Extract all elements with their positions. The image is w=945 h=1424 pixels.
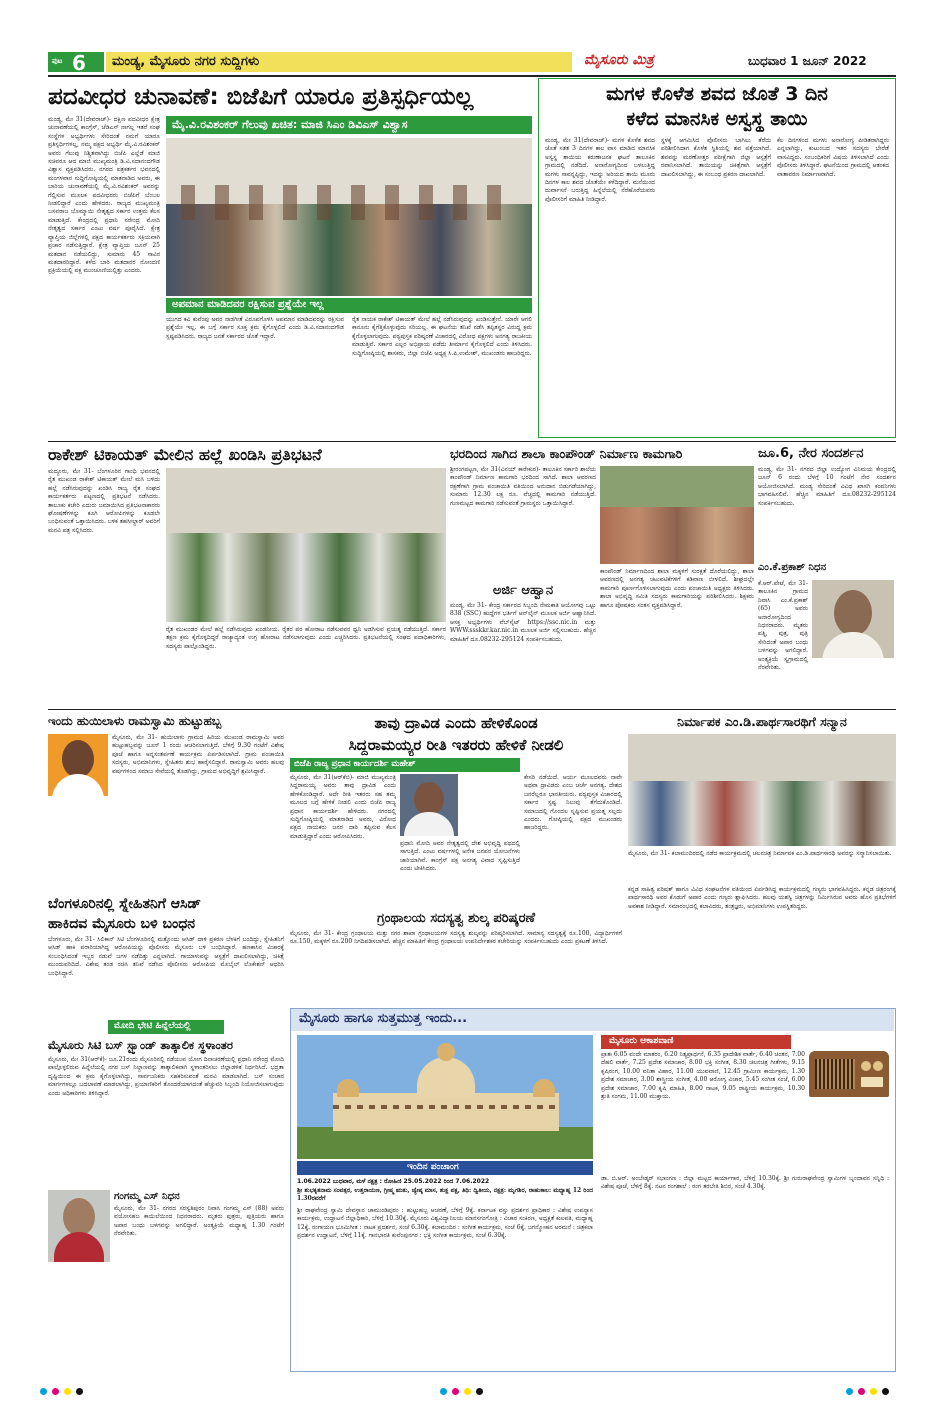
section-title: ಮಂಡ್ಯ, ಮೈಸೂರು ನಗರ ಸುದ್ದಿಗಳು <box>112 54 260 69</box>
obituary-body: ಮೈಸೂರು, ಮೇ 31- ನಗರದ ಸರಸ್ವತಿಪುರಂ ನಿವಾಸಿ ಗಂಗಮ್ಮ ಎಸ್ (88) ಅವರು ವಯೋಸಹಜ ಕಾಯಿಲೆಯಿಂದ ನಿಧನರಾದರು. ಮೃತರು ಪುತ್ರರು, ಪುತ್ರಿಯರು ಹಾಗೂ ಅಪಾರ ಬಂಧು ಬಳಗವನ್ನು ಅಗಲಿದ್ದಾರೆ. ಅಂತ್ಯಕ್ರಿಯೆ ಮಧ್ಯಾಹ್ನ 1.30 ಗಂಟೆಗೆ ನೆರವೇರಿತು. <box>114 1205 284 1238</box>
story-body-col1: ಮಂಡ್ಯ, ಮೇ 31(ದೇವರಾಜ್)- ದಕ್ಷಿಣ ಪದವೀಧರ ಕ್ಷೇತ್ರ ಚುನಾವಣೆಯಲ್ಲಿ ಕಾಂಗ್ರೆಸ್, ಜೆಡಿಎಸ್ ನಾಗಲ್ಲ ಇತರೆ ಸಂಘ ಸಂಸ್ಥೆಗಳ ಅಭ್ಯರ್ಥಿಗಳು ಸೇರಿದಂತೆ ನಮಗೆ ಯಾರೂ ಪ್ರತಿಸ್ಪರ್ಧಿಗಳಲ್ಲ, ನಮ್ಮ ಪಕ್ಷದ ಅಭ್ಯರ್ಥಿ ಮೈ.ವಿ.ರವಿಶಂಕರ್ ಅವರು ಗೆಲುವು ನಿಶ್ಚಿತವಾಗಿದ್ದು ಬಿಜೆಪಿ ಎಲ್ಲೆಡೆ ಮಾಜಿ ಸಚಿವರೂ ಆದ ಮಾಜಿ ಮುಖ್ಯಮಂತ್ರಿ ಡಿ.ವಿ.ಸದಾನಂದಗೌಡ ವಿಶ್ವಾಸ ವ್ಯಕ್ತಪಡಿಸಿದರು. ನಗರದ ಪತ್ರಕರ್ತರ ಭವನದಲ್ಲಿ ಮಂಗಳವಾರ ಸುದ್ದಿಗೋಷ್ಠಿಯಲ್ಲಿ ಮಾತನಾಡಿದ ಅವರು, ಈ ಬಾರಿಯ ಚುನಾವಣೆಯಲ್ಲಿ ಮೈ.ವಿ.ರವಿಶಂಕರ್ ಅವರನ್ನು ಗೆಲ್ಲಿಸುವ ಮೂಲಕ ಪದವೀಧರರು ಬಿಜೆಪಿಗೆ ಬೆಂಬಲ ನೀಡಲಿದ್ದಾರೆ ಎಂದು ಹೇಳಿದರು. ರಾಜ್ಯದ ಮುಖ್ಯಮಂತ್ರಿ ಬಸವರಾಜ ಬೊಮ್ಮಾಯಿ ನೇತೃತ್ವದ ಸರ್ಕಾರ ಉತ್ತಮ ಕೆಲಸ ಮಾಡುತ್ತಿದೆ. ಕೇಂದ್ರದಲ್ಲಿ ಪ್ರಧಾನಿ ನರೇಂದ್ರ ಮೋದಿ ನೇತೃತ್ವದ ಸರ್ಕಾರ ಎಂಟು ವರ್ಷ ಪೂರೈಸಿದೆ. ಕ್ಷೇತ್ರ ವ್ಯಾಪ್ತಿಯ ಜಿಲ್ಲೆಗಳಲ್ಲಿ ಪಕ್ಷದ ಕಾರ್ಯಕರ್ತರು ಸಕ್ರಿಯವಾಗಿ ಪ್ರಚಾರ ನಡೆಸುತ್ತಿದ್ದಾರೆ. ಕ್ಷೇತ್ರ ವ್ಯಾಪ್ತಿಯ ಜೂನ್ 25 ಮತದಾನ ನಡೆಯಲಿದ್ದು, ಸುಮಾರು 45 ಸಾವಿರ ಮತದಾರರಿದ್ದಾರೆ. ಕಳೆದ ಬಾರಿ ಮತದಾರರ ನೋಂದಣಿ ಪ್ರಕ್ರಿಯೆಯಲ್ಲಿ ಪಕ್ಷ ಮುಂಚೂಣಿಯಲ್ಲಿತ್ತು ಎಂದರು. <box>48 116 160 275</box>
story-body: ಬೆಂಗಳೂರು, ಮೇ 31- ಸಿಲಿಕಾನ್ ಸಿಟಿ ಬೆಂಗಳೂರಿನಲ್ಲಿ ಮತ್ತೊಂದು ಆಸಿಡ್ ದಾಳಿ ಪ್ರಕರಣ ಬೆಳಕಿಗೆ ಬಂದಿದ್ದು, ಸ್ನೇಹಿತನಿಗೆ ಆಸಿಡ್ ಹಾಕಿ ಪರಾರಿಯಾಗಿದ್ದ ಆರೋಪಿಯನ್ನು ಪೊಲೀಸರು ಮೈಸೂರು ಬಳಿ ಬಂಧಿಸಿದ್ದಾರೆ. ಹಣಕಾಸಿನ ವಿಚಾರಕ್ಕೆ ಸಂಬಂಧಿಸಿದಂತೆ ಇಬ್ಬರ ನಡುವೆ ಜಗಳ ನಡೆದಿತ್ತು ಎನ್ನಲಾಗಿದೆ. ಗಾಯಾಳುವನ್ನು ಆಸ್ಪತ್ರೆಗೆ ದಾಖಲಿಸಲಾಗಿದ್ದು, ಚಿಕಿತ್ಸೆ ಮುಂದುವರಿದಿದೆ. ವಿಶೇಷ ತಂಡ ರಚಿಸಿ ತನಿಖೆ ನಡೆಸಿದ ಪೊಲೀಸರು ಆರೋಪಿಯ ಮೊಬೈಲ್ ಲೊಕೇಶನ್ ಆಧರಿಸಿ ಬಂಧಿಸಿದ್ದಾರೆ. <box>48 936 284 977</box>
panchang-title: ಇಂದಿನ ಪಂಚಾಂಗ <box>407 1162 459 1172</box>
brief-walk-in-interview <box>758 444 896 556</box>
photo-caption: ಮೈಸೂರು, ಮೇ 31- ಕಲಾಮಂದಿರದಲ್ಲಿ ನಡೆದ ಕಾರ್ಯಕ್ರಮದಲ್ಲಿ ಚಲನಚಿತ್ರ ನಿರ್ಮಾಪಕ ಎಂ.ಡಿ.ಪಾರ್ಥಸಾರಥಿ ಅವರನ್ನು ಸನ್ಮಾನಿಸಲಾಯಿತು. <box>628 850 892 857</box>
obituary-body: ಕೆ.ಆರ್.ಪೇಟೆ, ಮೇ 31- ತಾಲೂಕಿನ ಗ್ರಾಮದ ನಿವಾಸಿ ಎಂ.ಕೆ.ಪ್ರಕಾಶ್ (65) ಅವರು ಅನಾರೋಗ್ಯದಿಂದ ನಿಧನರಾದರು. ಮೃತರು ಪತ್ನಿ, ಪುತ್ರ, ಪುತ್ರಿ ಸೇರಿದಂತೆ ಅಪಾರ ಬಂಧು ಬಳಗವನ್ನು ಅಗಲಿದ್ದಾರೆ. ಅಂತ್ಯಕ್ರಿಯೆ ಸ್ವಗ್ರಾಮದಲ್ಲಿ ನೆರವೇರಿತು. <box>758 580 808 672</box>
photo-caption-title: ಅಪಮಾನ ಮಾಡಿದವರ ರಕ್ಷಿಸುವ ಪ್ರಶ್ನೆಯೇ ಇಲ್ಲ <box>172 299 324 310</box>
obituary-headline: ಗಂಗಮ್ಮ ಎಸ್ ನಿಧನ <box>114 1191 180 1202</box>
story-school-compound <box>450 444 754 706</box>
issue-date: ಬುಧವಾರ 1 ಜೂನ್ 2022 <box>748 54 867 68</box>
story-subhead-bar <box>290 758 520 772</box>
story-headline-line1: ತಾವು ದ್ರಾವಿಡ ಎಂದು ಹೇಳಿಕೊಂಡ <box>374 714 538 732</box>
story-body-col1: ಮಂಡ್ಯ, ಮೇ 31(ದೇವರಾಜ್)- ಮಗಳ ಕೊಳೆತ ಶವದ ಜೊತೆ ಸತತ 3 ದಿನಗಳ ಕಾಲ ವಾಸ ಮಾಡಿದ ಮಾನಸಿಕ ಅಸ್ವಸ್ಥ ತಾಯಿಯ ಕರುಣಾಜನಕ ಘಟನೆ ತಾಲೂಕಿನ ಗ್ರಾಮದಲ್ಲಿ ನಡೆದಿದೆ. ಅನಾರೋಗ್ಯದಿಂದ ಬಳಲುತ್ತಿದ್ದ ಮಗಳು ಸಾವನ್ನಪ್ಪಿದ್ದು, ಇದನ್ನು ಅರಿಯದ ತಾಯಿ ಮೂರು ದಿನಗಳ ಕಾಲ ಶವದ ಜೊತೆಯೇ ಕಳೆದಿದ್ದಾರೆ. ಮನೆಯಿಂದ ದುರ್ವಾಸನೆ ಬರುತ್ತಿದ್ದ ಹಿನ್ನೆಲೆಯಲ್ಲಿ ನೆರೆಹೊರೆಯವರು ಪೊಲೀಸರಿಗೆ ಮಾಹಿತಿ ನೀಡಿದ್ದಾರೆ. <box>545 137 655 203</box>
panchang-line1: 1.06.2022 ಬುಧವಾರ, ಮಳೆ ನಕ್ಷತ್ರ : ರೋಹಿಣಿ 25.05.2022 ರಿಂದ 7.06.2022 <box>297 1178 490 1185</box>
today-banner-title: ಮೈಸೂರು ಹಾಗೂ ಸುತ್ತಮುತ್ತ ಇಂದು... <box>299 1011 468 1026</box>
brief-body: ಮಂಡ್ಯ, ಮೇ 31- ನಗರದ ಜಿಲ್ಲಾ ಉದ್ಯೋಗ ವಿನಿಮಯ ಕೇಂದ್ರದಲ್ಲಿ ಜೂನ್ 6 ರಂದು ಬೆಳಗ್ಗೆ 10 ಗಂಟೆಗೆ ನೇರ ಸಂದರ್ಶನ ಆಯೋಜಿಸಲಾಗಿದೆ. ಮಂಡ್ಯ ಸೇರಿದಂತೆ ವಿವಿಧ ಖಾಸಗಿ ಕಂಪನಿಗಳು ಭಾಗವಹಿಸಲಿವೆ. ಹೆಚ್ಚಿನ ಮಾಹಿತಿಗೆ ದೂ.08232-295124 ಸಂಪರ್ಕಿಸಬಹುದು. <box>758 466 896 507</box>
notice-body: ಮಂಡ್ಯ, ಮೇ 31- ಕೇಂದ್ರ ಸರ್ಕಾರದ ಸಿಬ್ಬಂದಿ ನೇಮಕಾತಿ ಆಯೋಗವು ಒಟ್ಟು 838 (SSC) ಹುದ್ದೆಗಳ ಭರ್ತಿಗೆ ಆನ್‌ಲೈನ್ ಮೂಲಕ ಅರ್ಜಿ ಆಹ್ವಾನಿಸಿದೆ. ಆಸಕ್ತ ಅಭ್ಯರ್ಥಿಗಳು ವೆಬ್‌ಸೈಟ್ https://ssc.nic.in ಮತ್ತು WWW.ssskkr.kar.nic.in ಮೂಲಕ ಅರ್ಜಿ ಸಲ್ಲಿಸಬಹುದು. ಹೆಚ್ಚಿನ ಮಾಹಿತಿಗೆ ದೂ.08232-295124 ಸಂಪರ್ಕಿಸಬಹುದು. <box>450 602 596 643</box>
brief-headline: ಜೂ.6, ನೇರ ಸಂದರ್ಶನ <box>758 446 864 461</box>
story-body-col3: ರೈತ ನಾಯಕ ರಾಕೇಶ್ ಟಿಕಾಯತ್ ಮೇಲೆ ಹಲ್ಲೆ ನಡೆಸಿರುವುದನ್ನು ಖಂಡಿಸುತ್ತೇನೆ. ಯಾರೇ ಆಗಲಿ ಕಾನೂನು ಕೈಗೆತ್ತಿಕೊಳ್ಳುವುದು ಸರಿಯಲ್ಲ. ಈ ಘಟನೆಯ ತನಿಖೆ ನಡೆಸಿ ತಪ್ಪಿತಸ್ಥರ ವಿರುದ್ಧ ಕ್ರಮ ಕೈಗೊಳ್ಳಲಾಗುವುದು. ಪಠ್ಯಪುಸ್ತಕ ಪರಿಷ್ಕರಣೆ ವಿಚಾರದಲ್ಲಿ ವಿರೋಧ ಪಕ್ಷಗಳು ಅನಗತ್ಯ ರಾಜಕೀಯ ಮಾಡುತ್ತಿವೆ. ಸರ್ಕಾರ ಎಲ್ಲರ ಅಭಿಪ್ರಾಯ ಪಡೆದು ತೀರ್ಮಾನ ಕೈಗೊಳ್ಳಲಿದೆ ಎಂದು ತಿಳಿಸಿದರು. ಸುದ್ದಿಗೋಷ್ಠಿಯಲ್ಲಿ ಶಾಸಕರು, ಜಿಲ್ಲಾ ಬಿಜೆಪಿ ಅಧ್ಯಕ್ಷ ಸಿ.ಪಿ.ಉಮೇಶ್, ಮುಖಂಡರು ಹಾಜರಿದ್ದರು. <box>352 316 532 357</box>
honour-photo <box>628 734 896 846</box>
story-body-left: ಮೈಸೂರು, ಮೇ 31(ಆರ್‌ಕೆಬಿ)- ಮಾಜಿ ಮುಖ್ಯಮಂತ್ರಿ ಸಿದ್ದರಾಮಯ್ಯ ಅವರು ತಾವು ದ್ರಾವಿಡ ಎಂದು ಹೇಳಿಕೊಂಡಿದ್ದಾರೆ. ಅದೇ ರೀತಿ ಇತರರು ಸಹ ತಮ್ಮ ಮೂಲದ ಬಗ್ಗೆ ಹೇಳಿಕೆ ನೀಡಲಿ ಎಂದು ಬಿಜೆಪಿ ರಾಜ್ಯ ಪ್ರಧಾನ ಕಾರ್ಯದರ್ಶಿ ಹೇಳಿದರು. ನಗರದಲ್ಲಿ ಸುದ್ದಿಗೋಷ್ಠಿಯಲ್ಲಿ ಮಾತನಾಡಿದ ಅವರು, ವಿರೋಧ ಪಕ್ಷದ ನಾಯಕರು ಜನರ ದಾರಿ ತಪ್ಪಿಸುವ ಕೆಲಸ ಮಾಡುತ್ತಿದ್ದಾರೆ ಎಂದು ಆರೋಪಿಸಿದರು. <box>290 774 396 840</box>
obituary-headline: ಎಂ.ಕೆ.ಪ್ರಕಾಶ್ ನಿಧನ <box>758 562 827 573</box>
paper-name: ಮೈಸೂರು ಮಿತ್ರ <box>584 52 654 68</box>
story-body-col3: ಕೆಲ ದಿನಗಳಿಂದ ಮಗಳು ಅನಾರೋಗ್ಯ ಪೀಡಿತರಾಗಿದ್ದರು ಎನ್ನಲಾಗಿದ್ದು, ಕುಟುಂಬದ ಇತರ ಸದಸ್ಯರು ಬೇರೆಡೆ ವಾಸವಿದ್ದರು. ಸಂಬಂಧಿಕರಿಗೆ ವಿಷಯ ತಿಳಿಸಲಾಗಿದೆ ಎಂದು ಪೊಲೀಸರು ತಿಳಿಸಿದ್ದಾರೆ. ಘಟನೆಯಿಂದ ಗ್ರಾಮದಲ್ಲಿ ಆತಂಕದ ವಾತಾವರಣ ನಿರ್ಮಾಣವಾಗಿದೆ. <box>777 137 889 178</box>
today-section <box>290 1008 896 1372</box>
story-body-right: ಕೇಸರಿ ನಡೆಯಿದೆ. ಆರ್ಯ ಮೂಲದವರು ನಾವೇ ಅಥವಾ ದ್ರಾವಿಡರು ಎಂಬ ಚರ್ಚೆ ಅನಗತ್ಯ. ದೇಶದ ಜನರೆಲ್ಲರೂ ಭಾರತೀಯರು. ಪಠ್ಯಪುಸ್ತಕ ವಿಚಾರದಲ್ಲಿ ಸರ್ಕಾರ ಸ್ಪಷ್ಟ ನಿಲುವು ತೆಗೆದುಕೊಂಡಿದೆ. ಸಮಾಜದಲ್ಲಿ ಗೊಂದಲ ಸೃಷ್ಟಿಸುವ ಪ್ರಯತ್ನ ಸಲ್ಲದು ಎಂದರು. ಗೋಷ್ಠಿಯಲ್ಲಿ ಪಕ್ಷದ ಮುಖಂಡರು ಹಾಜರಿದ್ದರು. <box>524 774 622 832</box>
story-ramaswamy-birthday <box>48 712 284 892</box>
story-bus-stand-shift <box>48 1020 284 1188</box>
protest-photo <box>166 468 446 622</box>
today-events: ಶ್ರೀ ರಾಘವೇಂದ್ರ ಸ್ವಾಮಿ ದೇವಸ್ಥಾನ ಚಾಮುಂಡಿಪುರಂ : ಹುಟ್ಟುಹಬ್ಬ ಆಚರಣೆ, ಬೆಳಿಗ್ಗೆ 9ಕ್ಕೆ. ಕರ್ನಾಟಕ ವಸ್ತು ಪ್ರದರ್ಶನ ಪ್ರಾಧಿಕಾರ : ವಿಶೇಷ ಉಪನ್ಯಾಸ ಕಾರ್ಯಕ್ರಮ, ಉದ್ಘಾಟನೆ ಜಿಲ್ಲಾಧಿಕಾರಿ, ಬೆಳಿಗ್ಗೆ 10.30ಕ್ಕೆ. ಮೈಸೂರು ವಿಶ್ವವಿದ್ಯಾನಿಲಯ ಮಾನಸಗಂಗೋತ್ರಿ : ವಿಚಾರ ಸಂಕಿರಣ, ಅಧ್ಯಕ್ಷತೆ ಕುಲಪತಿ, ಮಧ್ಯಾಹ್ನ 12ಕ್ಕೆ. ರಂಗಾಯಣ ಭೂಮಿಗೀತ : ನಾಟಕ ಪ್ರದರ್ಶನ, ಸಂಜೆ 6.30ಕ್ಕೆ. ಕಲಾಮಂದಿರ : ಸಂಗೀತ ಕಾರ್ಯಕ್ರಮ, ಸಂಜೆ 6ಕ್ಕೆ. ಜಗನ್ಮೋಹನ ಅರಮನೆ : ಚಿತ್ರಕಲಾ ಪ್ರದರ್ಶನ ಉದ್ಘಾಟನೆ, ಬೆಳಿಗ್ಗೆ 11ಕ್ಕೆ. ಗಾನಭಾರತಿ ಕುವೆಂಪುನಗರ : ಭಕ್ತಿ ಸಂಗೀತ ಕಾರ್ಯಕ್ರಮ, ಸಂಜೆ 6.30ಕ್ಕೆ. <box>297 1207 593 1240</box>
section-divider <box>48 441 896 442</box>
story-subhead-bar <box>166 116 532 134</box>
page-label: ಪುಟ <box>52 57 63 65</box>
story-kicker-bar <box>108 1020 224 1034</box>
section-bar <box>106 52 572 72</box>
radio-schedule: ಪ್ರಾತಃ 6.05 ವಂದೇ ಮಾತರಂ, 6.20 ನಿತ್ಯಪ್ರಾರ್ಥನೆ, 6.35 ಪ್ರಾದೇಶಿಕ ವಾರ್ತೆ, 6.40 ಚಿಂತನ, 7.00 ದೆಹಲಿ ವಾರ್ತೆ, 7.25 ಪ್ರದೇಶ ಸಮಾಚಾರ, 8.00 ಭಕ್ತಿ ಸಂಗೀತ, 8.30 ಚಲನಚಿತ್ರ ಗೀತೆಗಳು, 9.15 ಕೃಷಿರಂಗ, 10.00 ವನಿತಾ ವಿಹಾರ, 11.00 ಯುವವಾಣಿ, 12.45 ಗ್ರಾಮೀಣ ಕಾರ್ಯಕ್ರಮ, 1.30 ಪ್ರದೇಶ ಸಮಾಚಾರ, 3.00 ಶಾಸ್ತ್ರೀಯ ಸಂಗೀತ, 4.00 ಆರೋಗ್ಯ ವಿಚಾರ, 5.45 ಸಂಗೀತ ಸಂಜೆ, 6.00 ಪ್ರದೇಶ ಸಮಾಚಾರ, 7.00 ಕೃಷಿ ಮಾಹಿತಿ, 8.00 ನಾಟಕ, 9.05 ರಾಷ್ಟ್ರೀಯ ಕಾರ್ಯಕ್ರಮ, 10.30 ಶ್ರುತಿ ಸಂಗಮ, 11.00 ಮುಕ್ತಾಯ. <box>601 1051 805 1101</box>
story-siddaramaiah-dravida <box>290 712 622 908</box>
portrait-photo <box>48 1190 110 1262</box>
notice-box <box>450 582 596 704</box>
story-subhead: ಬಿಜೆಪಿ ರಾಜ್ಯ ಪ್ರಧಾನ ಕಾರ್ಯದರ್ಶಿ ಮಹೇಶ್ <box>294 759 416 769</box>
speaker-photo <box>400 774 458 836</box>
section-divider <box>48 709 896 710</box>
story-graduates-election <box>48 80 532 438</box>
radio-header <box>601 1035 889 1049</box>
story-body: ಮೈಸೂರು, ಮೇ 31- ಹುಯಿಲಾಳು ಗ್ರಾಮದ ಹಿರಿಯ ಮುಖಂಡ ರಾಮಸ್ವಾಮಿ ಅವರ ಹುಟ್ಟುಹಬ್ಬವನ್ನು ಜೂನ್ 1 ರಂದು ಆಚರಿಸಲಾಗುತ್ತಿದೆ. ಬೆಳಿಗ್ಗೆ 9.30 ಗಂಟೆಗೆ ವಿಶೇಷ ಪೂಜೆ ಹಾಗೂ ಅನ್ನಸಂತರ್ಪಣೆ ಕಾರ್ಯಕ್ರಮ ಏರ್ಪಡಿಸಲಾಗಿದೆ. ಗ್ರಾಮ ಪಂಚಾಯಿತಿ ಸದಸ್ಯರು, ಅಭಿಮಾನಿಗಳು, ಸ್ನೇಹಿತರು ಶುಭ ಹಾರೈಸಲಿದ್ದಾರೆ. ರಾಮಸ್ವಾಮಿ ಅವರು ಹಲವು ವರ್ಷಗಳಿಂದ ಸಮಾಜ ಸೇವೆಯಲ್ಲಿ ತೊಡಗಿದ್ದು, ಗ್ರಾಮದ ಅಭಿವೃದ್ಧಿಗೆ ಶ್ರಮಿಸಿದ್ದಾರೆ. <box>112 734 284 775</box>
story-headline: ಗ್ರಂಥಾಲಯ ಸದಸ್ಯತ್ವ ಶುಲ್ಕ ಪರಿಷ್ಕರಣೆ <box>377 911 535 926</box>
page-number-badge <box>48 51 104 75</box>
page-number: 6 <box>72 51 86 75</box>
story-acid-attack-arrest <box>48 894 284 1018</box>
story-headline-line2: ಕಳೆದ ಮಾನಸಿಕ ಅಸ್ವಸ್ಥ ತಾಯಿ <box>626 108 808 130</box>
story-body-right: ಕಾಂಪೌಂಡ್ ನಿರ್ಮಾಣದಿಂದ ಶಾಲಾ ಮಕ್ಕಳಿಗೆ ಸುರಕ್ಷತೆ ದೊರೆಯಲಿದ್ದು, ಶಾಲಾ ಆವರಣದಲ್ಲಿ ಅನಗತ್ಯ ಚಟುವಟಿಕೆಗಳಿಗೆ ಕಡಿವಾಣ ಬೀಳಲಿದೆ. ಶೀಘ್ರದಲ್ಲೇ ಕಾಮಗಾರಿ ಪೂರ್ಣಗೊಳಿಸಲಾಗುವುದು ಎಂದು ಪಂಚಾಯಿತಿ ಅಧ್ಯಕ್ಷರು ತಿಳಿಸಿದರು. ಶಾಲಾ ಅಭಿವೃದ್ಧಿ ಸಮಿತಿ ಸದಸ್ಯರು ಕಾಮಗಾರಿಯನ್ನು ಪರಿಶೀಲಿಸಿದರು. ಶಿಕ್ಷಕರು ಹಾಗೂ ಪೋಷಕರು ಸಂತಸ ವ್ಯಕ್ತಪಡಿಸಿದ್ದಾರೆ. <box>600 568 754 609</box>
registration-dots-center <box>440 1388 500 1398</box>
story-headline: ಪದವೀಧರ ಚುನಾವಣೆ: ಬಿಜೆಪಿಗೆ ಯಾರೂ ಪ್ರತಿಸ್ಪರ್ಧಿಯಲ್ಲ <box>48 84 474 110</box>
construction-photo <box>600 466 754 564</box>
story-body: ಕನ್ನಡ ಸಾಹಿತ್ಯ ಪರಿಷತ್ ಹಾಗೂ ವಿವಿಧ ಸಂಘಟನೆಗಳ ವತಿಯಿಂದ ಏರ್ಪಡಿಸಿದ್ದ ಕಾರ್ಯಕ್ರಮದಲ್ಲಿ ಗಣ್ಯರು ಭಾಗವಹಿಸಿದ್ದರು. ಕನ್ನಡ ಚಿತ್ರರಂಗಕ್ಕೆ ಪಾರ್ಥಸಾರಥಿ ಅವರ ಕೊಡುಗೆ ಅಪಾರ ಎಂದು ಗಣ್ಯರು ಶ್ಲಾಘಿಸಿದರು. ಹಲವು ಯಶಸ್ವಿ ಚಿತ್ರಗಳನ್ನು ನಿರ್ಮಿಸಿರುವ ಅವರು ಹೊಸ ಪ್ರತಿಭೆಗಳಿಗೆ ಅವಕಾಶ ನೀಡಿದ್ದಾರೆ. ಸಮಾರಂಭದಲ್ಲಿ ಕಲಾವಿದರು, ತಂತ್ರಜ್ಞರು, ಅಭಿಮಾನಿಗಳು ಉಪಸ್ಥಿತರಿದ್ದರು. <box>628 886 896 910</box>
story-headline: ನಿರ್ಮಾಪಕ ಎಂ.ಡಿ.ಪಾರ್ಥಸಾರಥಿಗೆ ಸನ್ಮಾನ <box>677 714 847 729</box>
today-misc: ಡಾ. ಬಿ.ಆರ್. ಅಂಬೇಡ್ಕರ್ ಸಭಾಂಗಣ : ಜಿಲ್ಲಾ ಮಟ್ಟದ ಕಾರ್ಯಾಗಾರ, ಬೆಳಿಗ್ಗೆ 10.30ಕ್ಕೆ. ಶ್ರೀ ಗುರುರಾಘವೇಂದ್ರ ಸ್ವಾಮಿಗಳ ಬೃಂದಾವನ ಸನ್ನಿಧಿ : ವಿಶೇಷ ಪೂಜೆ, ಬೆಳಿಗ್ಗೆ 8ಕ್ಕೆ. ನಟನ ರಂಗಶಾಲೆ : ರಂಗ ತರಬೇತಿ ಶಿಬಿರ, ಸಂಜೆ 4.30ಕ್ಕೆ. <box>601 1175 889 1191</box>
story-headline-line2: ಹಾಕಿದವ ಮೈಸೂರು ಬಳಿ ಬಂಧನ <box>48 916 196 932</box>
story-subhead: ಮೈ.ವಿ.ರವಿಶಂಕರ್ ಗೆಲುವು ಖಚಿತ: ಮಾಜಿ ಸಿಎಂ ಡಿವಿಎಸ್ ವಿಶ್ವಾಸ <box>172 118 408 131</box>
panchang-line2: ಶ್ರೀ ಶುಭಕೃತನಾಮ ಸಂವತ್ಸರ, ಉತ್ತರಾಯಣ, ಗ್ರೀಷ್ಮ ಋತು, ಜ್ಯೇಷ್ಠ ಮಾಸ, ಶುಕ್ಲ ಪಕ್ಷ, ತಿಥಿ: ದ್ವಿತೀಯ, ನಕ್ಷತ್ರ: ಮೃಗಶಿರ, ರಾಹುಕಾಲ: ಮಧ್ಯಾಹ್ನ 12 ರಿಂದ 1.30ರವರೆಗೆ <box>297 1187 593 1203</box>
palace-photo <box>297 1035 593 1159</box>
story-headline: ಇಂದು ಹುಯಿಲಾಳು ರಾಮಸ್ವಾಮಿ ಹುಟ್ಟುಹಬ್ಬ <box>48 714 222 728</box>
panchang-title-bar <box>297 1161 593 1175</box>
story-headline: ರಾಕೇಶ್ ಟಿಕಾಯತ್ ಮೇಲಿನ ಹಲ್ಲೆ ಖಂಡಿಸಿ ಪ್ರತಿಭಟನೆ <box>48 445 322 464</box>
story-mother-daughter <box>538 78 896 438</box>
portrait-photo <box>812 580 894 658</box>
portrait-photo <box>48 734 108 796</box>
radio-title: ಮೈಸೂರು ಆಕಾಶವಾಣಿ <box>609 1036 674 1046</box>
registration-dots-right <box>846 1388 906 1398</box>
story-kicker: ಮೋದಿ ಭೇಟಿ ಹಿನ್ನೆಲೆಯಲ್ಲಿ <box>114 1021 191 1031</box>
story-body: ಮದ್ದೂರು, ಮೇ 31- ಬೆಂಗಳೂರಿನ ಗಾಂಧಿ ಭವನದಲ್ಲಿ ರೈತ ಮುಖಂಡ ರಾಕೇಶ್ ಟಿಕಾಯತ್ ಮೇಲೆ ಮಸಿ ಬಳಿದು ಹಲ್ಲೆ ನಡೆಸಿರುವುದನ್ನು ಖಂಡಿಸಿ ರಾಜ್ಯ ರೈತ ಸಂಘದ ಕಾರ್ಯಕರ್ತರು ಪಟ್ಟಣದಲ್ಲಿ ಪ್ರತಿಭಟನೆ ನಡೆಸಿದರು. ತಾಲೂಕು ಕಚೇರಿ ಎದುರು ಜಮಾಯಿಸಿದ ಪ್ರತಿಭಟನಾಕಾರರು ಘೋಷಣೆಗಳನ್ನು ಕೂಗಿ ಆರೋಪಿಗಳನ್ನು ಕೂಡಲೇ ಬಂಧಿಸುವಂತೆ ಒತ್ತಾಯಿಸಿದರು. ಬಳಿಕ ತಹಸೀಲ್ದಾರ್ ಅವರಿಗೆ ಮನವಿ ಪತ್ರ ಸಲ್ಲಿಸಿದರು. <box>48 468 160 534</box>
story-headline-line1: ಮಗಳ ಕೊಳೆತ ಶವದ ಜೊತೆ 3 ದಿನ <box>606 83 828 105</box>
registration-dots-left <box>40 1388 100 1398</box>
story-body-lower: ರೈತ ಮುಖಂಡರ ಮೇಲೆ ಹಲ್ಲೆ ನಡೆಸಿರುವುದು ಖಂಡನೀಯ. ರೈತರ ಪರ ಹೋರಾಟ ನಡೆಸುವವರ ಧ್ವನಿ ಅಡಗಿಸುವ ಪ್ರಯತ್ನ ನಡೆಯುತ್ತಿದೆ. ಸರ್ಕಾರ ತಕ್ಷಣ ಕ್ರಮ ಕೈಗೊಳ್ಳದಿದ್ದರೆ ರಾಜ್ಯಾದ್ಯಂತ ಉಗ್ರ ಹೋರಾಟ ನಡೆಸಲಾಗುವುದು ಎಂದು ಎಚ್ಚರಿಸಿದರು. ಪ್ರತಿಭಟನೆಯಲ್ಲಿ ಸಂಘದ ಪದಾಧಿಕಾರಿಗಳು, ಸದಸ್ಯರು ಪಾಲ್ಗೊಂಡಿದ್ದರು. <box>166 626 446 650</box>
story-body-col2: ಸ್ಥಳಕ್ಕೆ ಆಗಮಿಸಿದ ಪೊಲೀಸರು ಬಾಗಿಲು ತೆರೆದು ಪರಿಶೀಲಿಸಿದಾಗ ಕೊಳೆತ ಸ್ಥಿತಿಯಲ್ಲಿ ಶವ ಪತ್ತೆಯಾಗಿದೆ. ಶವವನ್ನು ಮರಣೋತ್ತರ ಪರೀಕ್ಷೆಗಾಗಿ ಜಿಲ್ಲಾ ಆಸ್ಪತ್ರೆಗೆ ರವಾನಿಸಲಾಗಿದೆ. ತಾಯಿಯನ್ನು ಚಿಕಿತ್ಸೆಗಾಗಿ ಆಸ್ಪತ್ರೆಗೆ ದಾಖಲಿಸಲಾಗಿದ್ದು, ಈ ಸಂಬಂಧ ಪ್ರಕರಣ ದಾಖಲಾಗಿದೆ. <box>661 137 771 178</box>
story-parthasarathy-honour <box>628 712 896 1002</box>
story-body-mid: ಪ್ರಧಾನಿ ಮೋದಿ ಅವರ ನೇತೃತ್ವದಲ್ಲಿ ದೇಶ ಅಭಿವೃದ್ಧಿ ಪಥದಲ್ಲಿ ಸಾಗುತ್ತಿದೆ. ಎಂಟು ವರ್ಷಗಳಲ್ಲಿ ಅನೇಕ ಜನಪರ ಯೋಜನೆಗಳು ಜಾರಿಯಾಗಿವೆ. ಕಾಂಗ್ರೆಸ್ ಪಕ್ಷ ಅನಗತ್ಯ ವಿವಾದ ಸೃಷ್ಟಿಸುತ್ತಿದೆ ಎಂದು ಟೀಕಿಸಿದರು. <box>400 840 520 873</box>
story-headline: ಭರದಿಂದ ಸಾಗಿದ ಶಾಲಾ ಕಾಂಪೌಂಡ್ ನಿರ್ಮಾಣ ಕಾಮಗಾರಿ <box>450 446 683 461</box>
story-library-fee <box>290 910 622 972</box>
obituary-gangamma <box>48 1190 284 1264</box>
story-body: ಮೈಸೂರು, ಮೇ 31- ಕೇಂದ್ರ ಗ್ರಂಥಾಲಯ ಮತ್ತು ನಗರ ಶಾಖಾ ಗ್ರಂಥಾಲಯಗಳ ಸದಸ್ಯತ್ವ ಶುಲ್ಕವನ್ನು ಪರಿಷ್ಕರಿಸಲಾಗಿದೆ. ಸಾಮಾನ್ಯ ಸದಸ್ಯತ್ವಕ್ಕೆ ರೂ.100, ವಿದ್ಯಾರ್ಥಿಗಳಿಗೆ ರೂ.150, ಮಕ್ಕಳಿಗೆ ರೂ.200 ನಿಗದಿಪಡಿಸಲಾಗಿದೆ. ಹೆಚ್ಚಿನ ಮಾಹಿತಿಗೆ ಕೇಂದ್ರ ಗ್ರಂಥಾಲಯ ಉಪನಿರ್ದೇಶಕರ ಕಚೇರಿಯನ್ನು ಸಂಪರ್ಕಿಸಬಹುದು ಎಂದು ಪ್ರಕಟಣೆ ತಿಳಿಸಿದೆ. <box>290 930 622 946</box>
story-headline: ಮೈಸೂರು ಸಿಟಿ ಬಸ್ ಸ್ಟ್ಯಾಂಡ್ ತಾತ್ಕಾಲಿಕ ಸ್ಥಳಾಂತರ <box>48 1038 233 1052</box>
story-headline-line2: ಸಿದ್ದರಾಮಯ್ಯರ ರೀತಿ ಇತರರು ಹೇಳಿಕೆ ನೀಡಲಿ <box>348 736 564 754</box>
meeting-photo <box>166 138 532 296</box>
radio-icon <box>809 1051 889 1097</box>
radio-title-bar <box>601 1035 791 1049</box>
story-tikait-protest <box>48 444 446 706</box>
masthead-divider <box>48 75 896 77</box>
photo-caption-body: ಯುಗದ ಕವಿ ಕುವೆಂಪು ಅವರ ನಾಡಗೀತೆ ವಿರೂಪಗೊಳಿಸಿ ಅಪಮಾನ ಮಾಡಿದವರನ್ನು ರಕ್ಷಿಸುವ ಪ್ರಶ್ನೆಯೇ ಇಲ್ಲ. ಈ ಬಗ್ಗೆ ಸರ್ಕಾರ ಸೂಕ್ತ ಕ್ರಮ ಕೈಗೊಳ್ಳಲಿದೆ ಎಂದು ಡಿ.ವಿ.ಸದಾನಂದಗೌಡ ಸ್ಪಷ್ಟಪಡಿಸಿದರು. ರಾಜ್ಯದ ಜನತೆ ಸರ್ಕಾರದ ಜೊತೆ ಇದ್ದಾರೆ. <box>166 316 344 340</box>
today-banner <box>291 1009 894 1031</box>
obituary-prakash <box>758 560 896 706</box>
photo-caption-bar <box>166 298 532 313</box>
story-body: ಮೈಸೂರು, ಮೇ 31(ಆರ್‌ಕೆ)- ಜೂ.21ರಂದು ಮೈಸೂರಿನಲ್ಲಿ ನಡೆಯುವ ಯೋಗ ದಿನಾಚರಣೆಯಲ್ಲಿ ಪ್ರಧಾನಿ ನರೇಂದ್ರ ಮೋದಿ ಪಾಲ್ಗೊಳ್ಳಲಿರುವ ಹಿನ್ನೆಲೆಯಲ್ಲಿ ನಗರ ಬಸ್ ನಿಲ್ದಾಣವನ್ನು ತಾತ್ಕಾಲಿಕವಾಗಿ ಸ್ಥಳಾಂತರಿಸಲು ಜಿಲ್ಲಾಡಳಿತ ನಿರ್ಧರಿಸಿದೆ. ಭದ್ರತಾ ದೃಷ್ಟಿಯಿಂದ ಈ ಕ್ರಮ ಕೈಗೊಳ್ಳಲಾಗಿದ್ದು, ಸಾರ್ವಜನಿಕರು ಸಹಕರಿಸುವಂತೆ ಮನವಿ ಮಾಡಲಾಗಿದೆ. ಬಸ್ ಸಂಚಾರ ಮಾರ್ಗಗಳಲ್ಲೂ ಬದಲಾವಣೆ ಮಾಡಲಾಗಿದ್ದು, ಪ್ರಯಾಣಿಕರಿಗೆ ತೊಂದರೆಯಾಗದಂತೆ ಹೆಚ್ಚುವರಿ ಸಿಬ್ಬಂದಿ ನಿಯೋಜಿಸಲಾಗುವುದು ಎಂದು ಅಧಿಕಾರಿಗಳು ತಿಳಿಸಿದ್ದಾರೆ. <box>48 1056 284 1097</box>
notice-headline: ಅರ್ಜಿ ಆಹ್ವಾನ <box>492 583 554 598</box>
story-headline-line1: ಬೆಂಗಳೂರಿನಲ್ಲಿ ಸ್ನೇಹಿತನಿಗೆ ಆಸಿಡ್ <box>48 896 201 912</box>
masthead <box>48 51 896 75</box>
story-body: ಶ್ರೀರಂಗಪಟ್ಟಣ, ಮೇ 31(ವಿನಯ್ ಕಾರೇಕುರ)- ತಾಲೂಕಿನ ಸರ್ಕಾರಿ ಶಾಲೆಯ ಕಾಂಪೌಂಡ್ ನಿರ್ಮಾಣ ಕಾಮಗಾರಿ ಭರದಿಂದ ಸಾಗಿದೆ. ಶಾಲಾ ಆವರಣದ ರಕ್ಷಣೆಗಾಗಿ ಗ್ರಾಮ ಪಂಚಾಯಿತಿ ವತಿಯಿಂದ ಅನುದಾನ ಬಿಡುಗಡೆಯಾಗಿದ್ದು, ಸುಮಾರು 12.30 ಲಕ್ಷ ರೂ. ವೆಚ್ಚದಲ್ಲಿ ಕಾಮಗಾರಿ ನಡೆಯುತ್ತಿದೆ. ಗುಣಮಟ್ಟದ ಕಾಮಗಾರಿ ನಡೆಸುವಂತೆ ಗ್ರಾಮಸ್ಥರು ಒತ್ತಾಯಿಸಿದ್ದಾರೆ. <box>450 466 596 507</box>
